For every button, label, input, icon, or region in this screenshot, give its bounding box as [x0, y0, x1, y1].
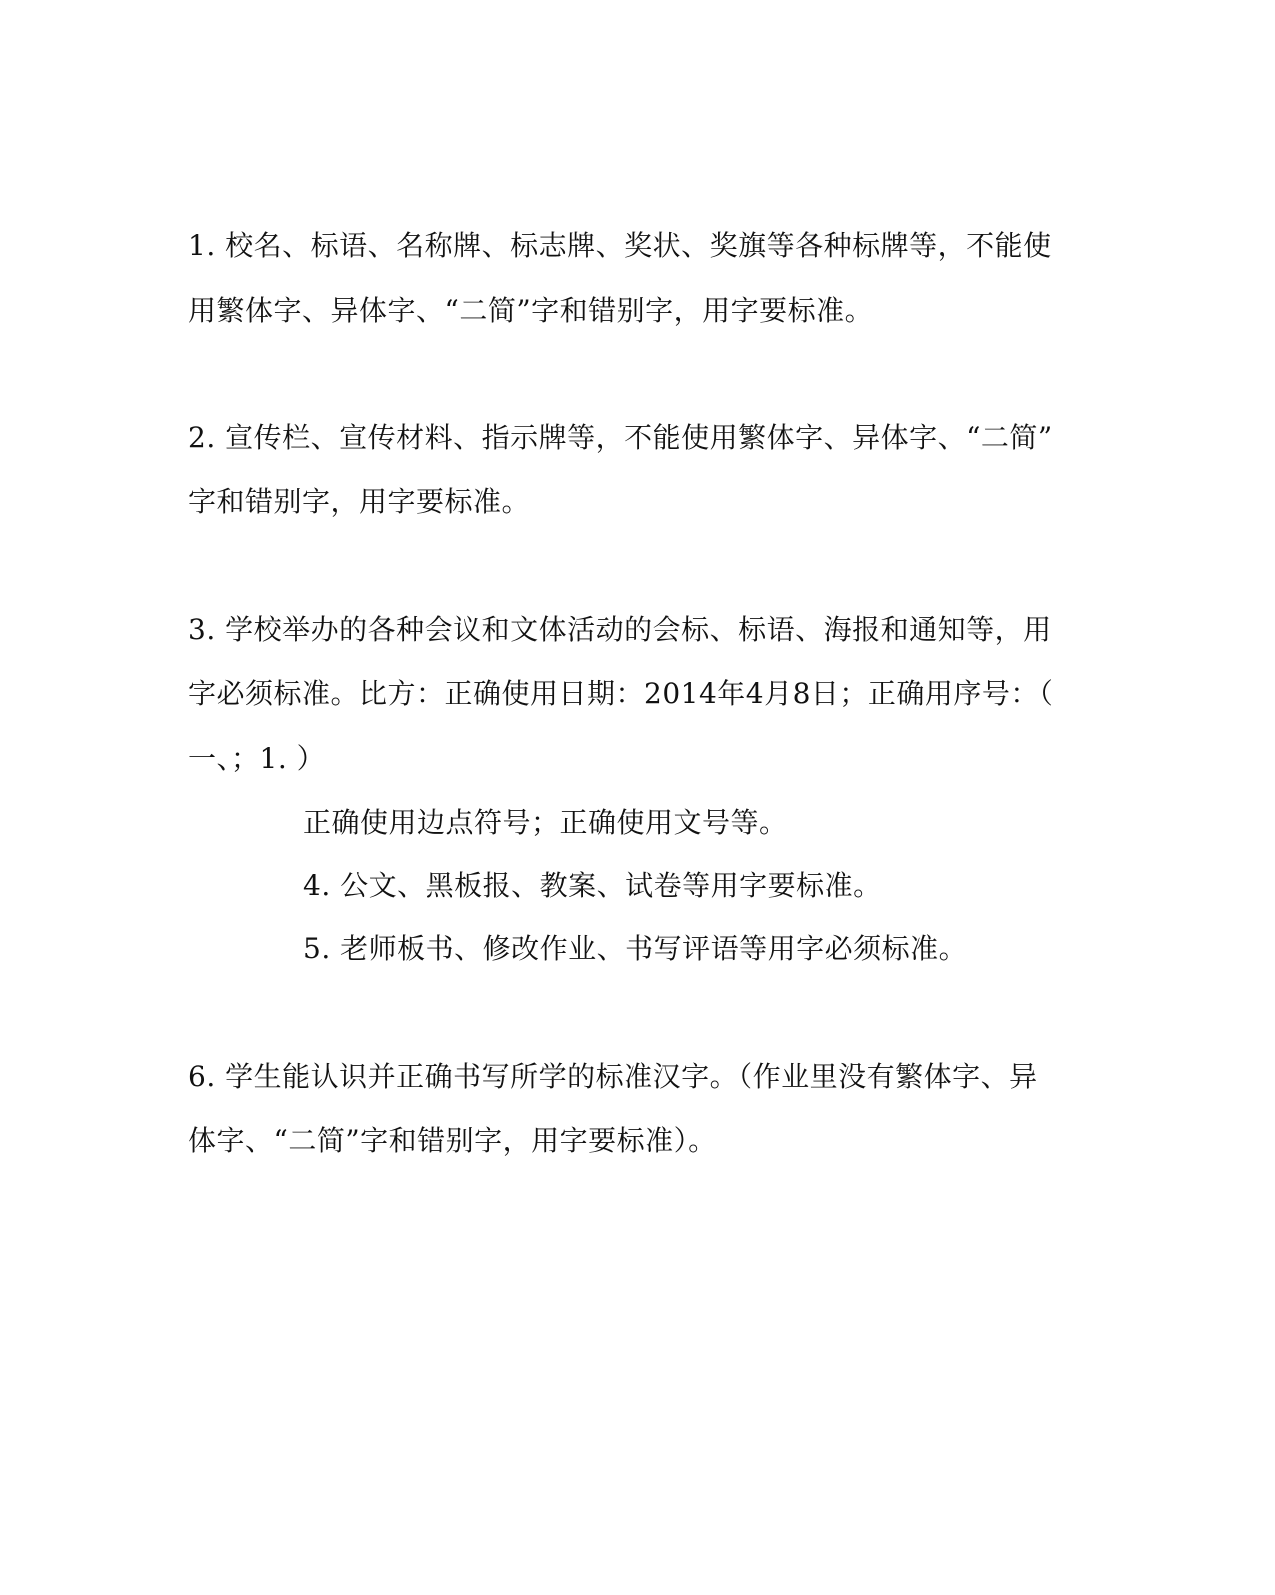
item-2-line-1: 2. 宣传栏、宣传材料、指示牌等，不能使用繁体字、异体字、“二简”	[188, 421, 1053, 454]
item-3-line-2: 字必须标准。比方：正确使用日期：2014年4月8日；正确用序号：（	[188, 677, 1054, 710]
item-2-line-2: 字和错别字，用字要标准。	[188, 485, 531, 518]
item-6-line-2: 体字、“二简”字和错别字，用字要标准）。	[188, 1124, 717, 1157]
item-4: 4. 公文、黑板报、教案、试卷等用字要标准。	[303, 869, 882, 902]
item-3-line-1: 3. 学校举办的各种会议和文体活动的会标、标语、海报和通知等，用	[188, 613, 1052, 646]
item-3-continuation: 正确使用边点符号；正确使用文号等。	[303, 806, 788, 839]
item-3-line-3: 一、；1. ）	[188, 742, 326, 775]
item-1-line-1: 1. 校名、标语、名称牌、标志牌、奖状、奖旗等各种标牌等，不能使	[188, 229, 1052, 262]
item-1-line-2: 用繁体字、异体字、“二简”字和错别字，用字要标准。	[188, 294, 874, 327]
item-6-line-1: 6. 学生能认识并正确书写所学的标准汉字。（作业里没有繁体字、异	[188, 1060, 1038, 1093]
item-5: 5. 老师板书、修改作业、书写评语等用字必须标准。	[303, 932, 968, 965]
